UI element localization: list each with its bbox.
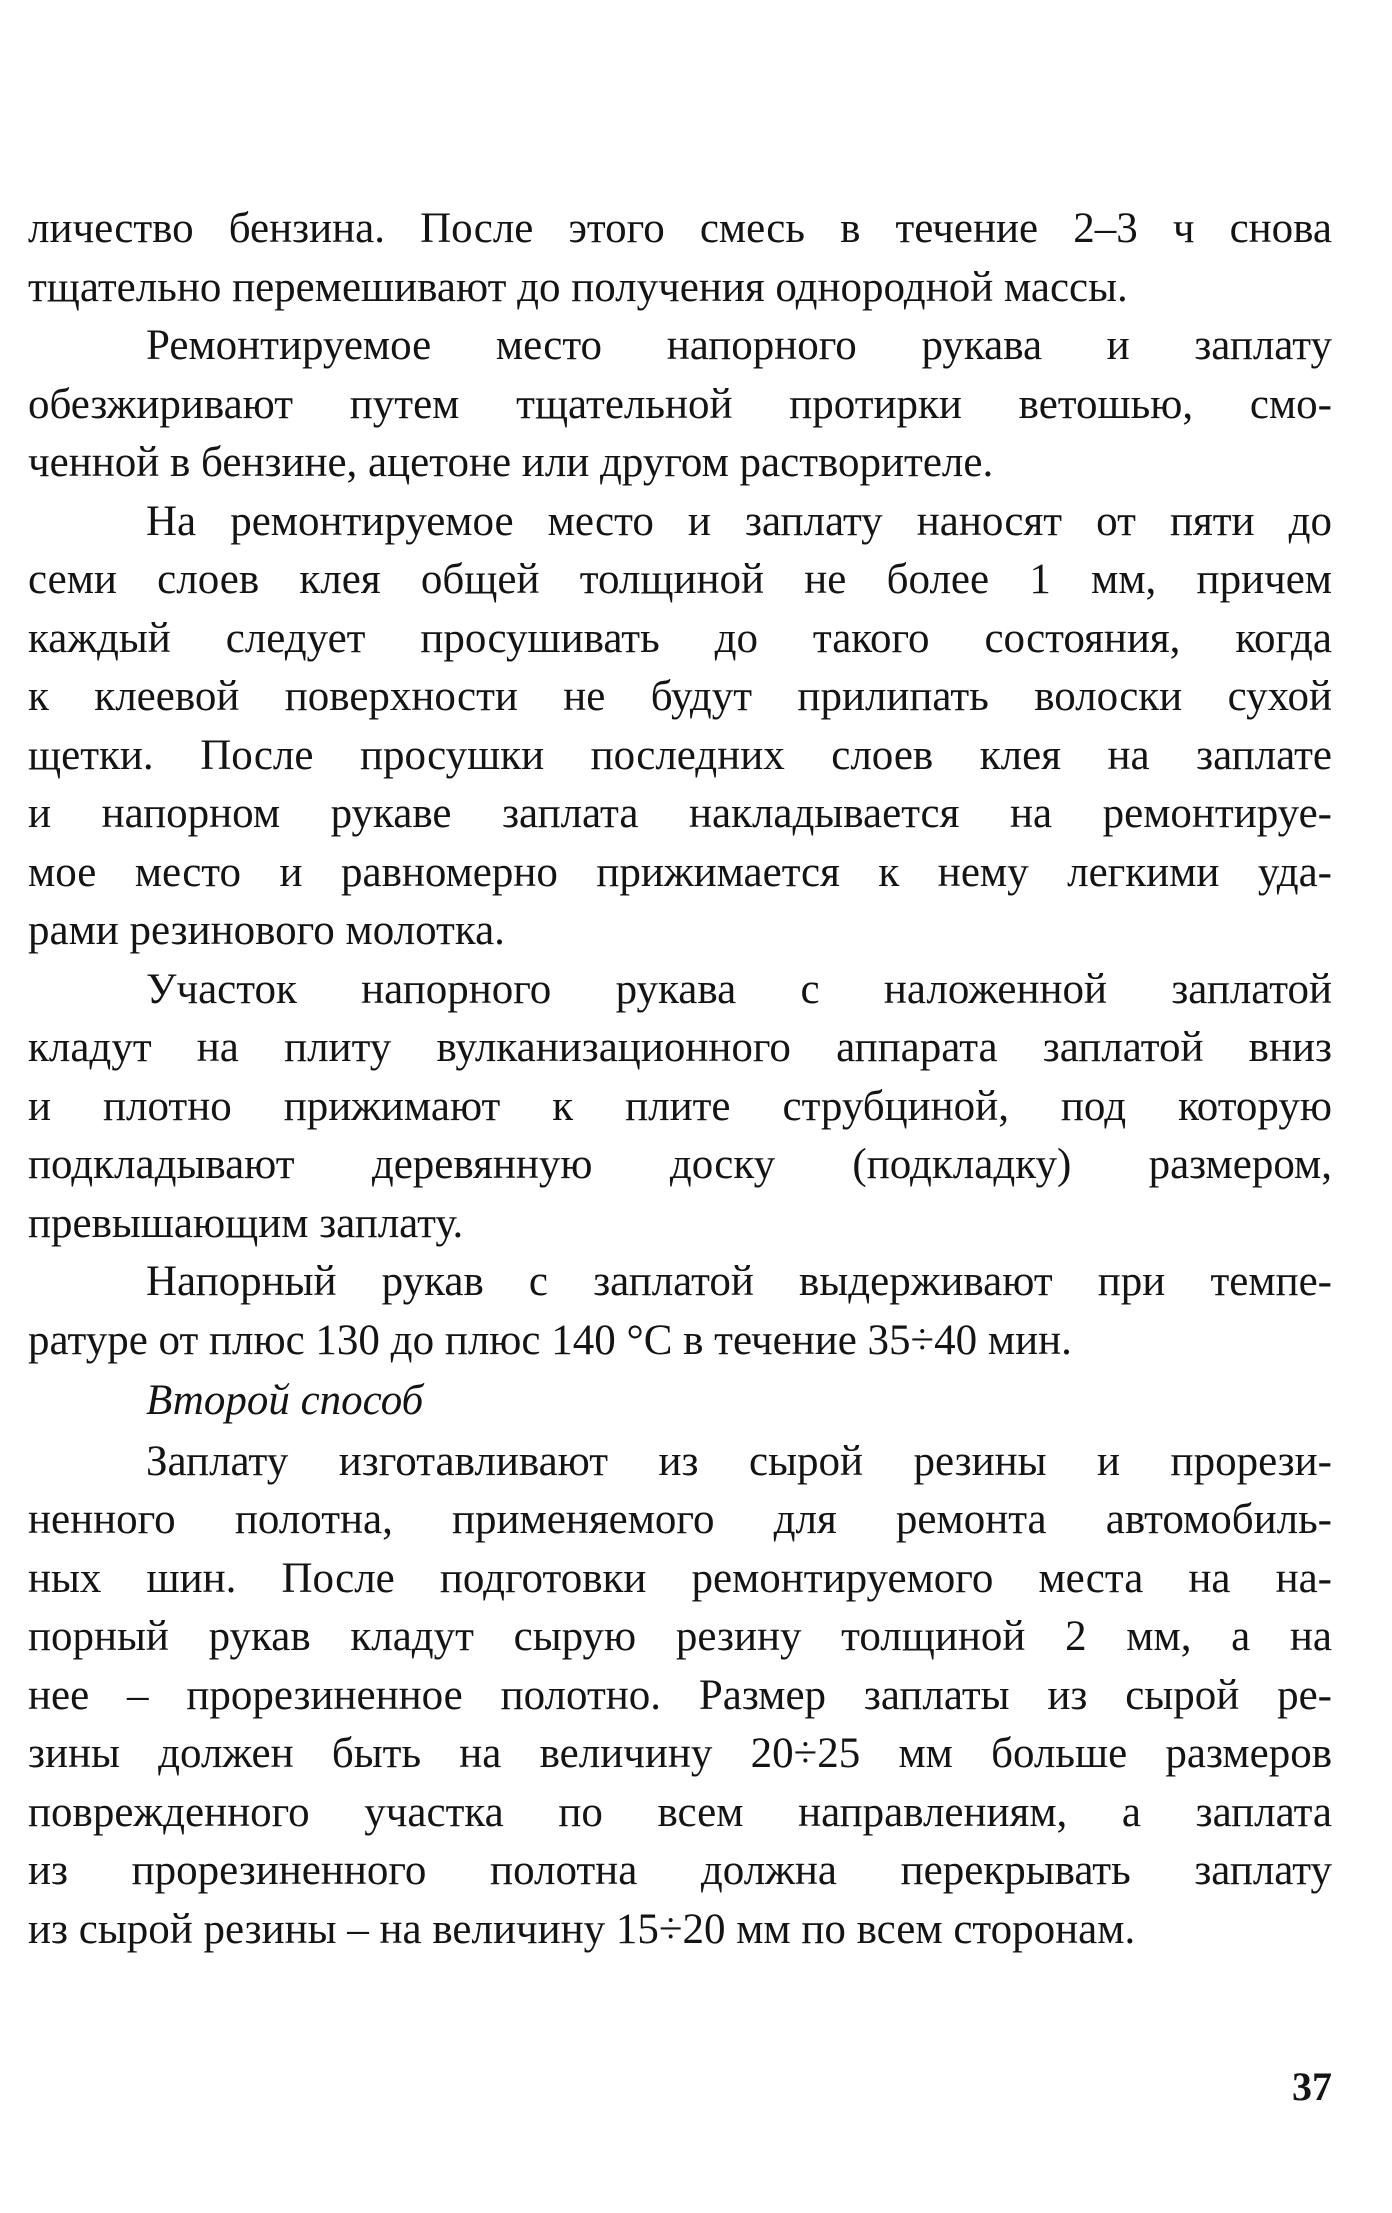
text-line: и напорном рукаве заплата накладывается на ремонтируе- <box>28 790 1332 837</box>
text-line: зины должен быть на величину 20÷25 мм больше размеров <box>28 1730 1332 1777</box>
section-heading: Второй способ <box>146 1377 424 1424</box>
text-line: порный рукав кладут сырую резину толщиной 2 мм, а на <box>28 1613 1332 1660</box>
text-line: рами резинового молотка. <box>28 907 505 954</box>
body-text <box>28 200 1332 1959</box>
text-line: каждый следует просушивать до такого состояния, когда <box>28 614 1332 662</box>
text-line: На ремонтируемое место и заплату наносят от пяти до <box>146 497 1332 545</box>
text-line: кладут на плиту вулканизационного аппарата заплатой вниз <box>28 1024 1332 1071</box>
text-line: ненного полотна, применяемого для ремонта автомобиль- <box>28 1496 1332 1543</box>
paragraph-6 <box>28 1433 1332 1960</box>
text-line: подкладывают деревянную доску (подкладку) размером, <box>28 1141 1332 1188</box>
text-line: Участок напорного рукава с наложенной заплатой <box>146 965 1332 1013</box>
paragraph-3 <box>28 493 1332 961</box>
text-line: Заплату изготавливают из сырой резины и прорези- <box>146 1437 1332 1485</box>
text-line: ных шин. После подготовки ремонтируемого места на на- <box>28 1554 1332 1602</box>
text-line: Ремонтируемое место напорного рукава и заплату <box>146 322 1332 369</box>
text-line: к клеевой поверхности не будут прилипать волоски сухой <box>28 673 1332 720</box>
text-line: превышающим заплату. <box>28 1199 464 1247</box>
text-line: нее – прорезиненное полотно. Размер заплаты из сырой ре- <box>28 1671 1332 1719</box>
text-line: семи слоев клея общей толщиной не более 1 мм, причем <box>28 556 1332 603</box>
text-line: мое место и равномерно прижимается к нему легкими уда- <box>28 848 1332 896</box>
text-line: поврежденного участка по всем направлениям, а заплата <box>28 1788 1332 1836</box>
text-line: Напорный рукав с заплатой выдерживают при темпе- <box>146 1258 1332 1305</box>
text-line: тщательно перемешивают до получения однородной массы. <box>28 263 1128 311</box>
text-line: щетки. После просушки последних слоев клея на заплате <box>28 731 1332 779</box>
paragraph-2 <box>28 317 1332 493</box>
text-line: из прорезиненного полотна должна перекрывать заплату <box>28 1847 1332 1894</box>
text-line: обезжиривают путем тщательной протирки ветошью, смо- <box>28 380 1332 428</box>
text-line: из сырой резины – на величину 15÷20 мм по всем сторонам. <box>28 1905 1136 1953</box>
page-number: 37 <box>1292 2064 1332 2109</box>
text-line: личество бензина. После этого смесь в течение 2–3 ч снова <box>28 205 1332 252</box>
paragraph-4 <box>28 961 1332 1254</box>
text-line: ченной в бензине, ацетоне или другом растворителе. <box>28 439 994 486</box>
paragraph-5 <box>28 1253 1332 1370</box>
paragraph-1 <box>28 200 1332 317</box>
text-line: и плотно прижимают к плите струбциной, под которую <box>28 1082 1332 1130</box>
text-line: ратуре от плюс 130 до плюс 140 °С в течение 35÷40 мин. <box>28 1316 1072 1364</box>
